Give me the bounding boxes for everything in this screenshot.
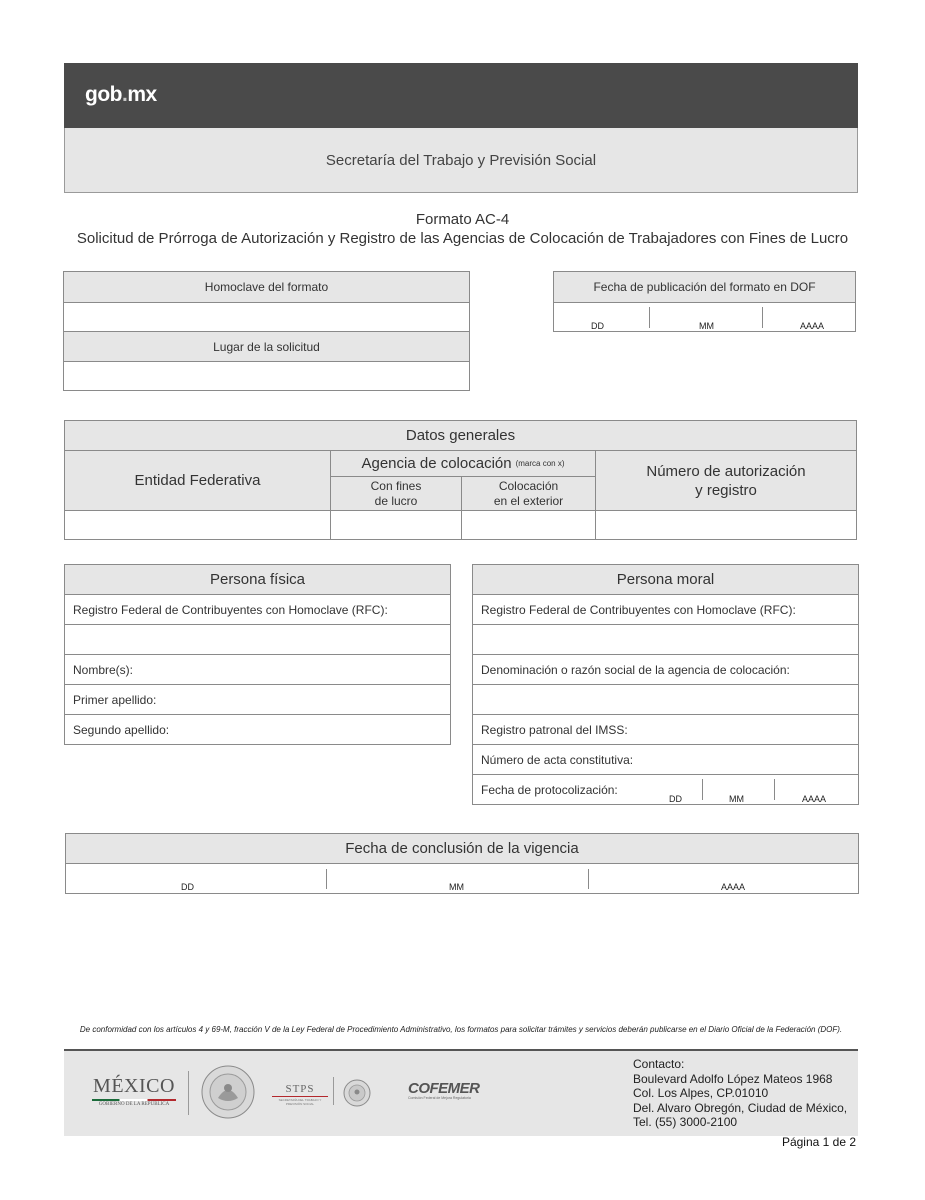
fecha-pub-aaaa[interactable]: AAAA bbox=[800, 321, 825, 331]
contact-phone: Tel. (55) 3000-2100 bbox=[633, 1115, 738, 1129]
pm-fecha-mm[interactable]: MM bbox=[729, 794, 744, 804]
legal-notice: De conformidad con los artículos 4 y 69-M, fracción V de la Ley Federal de Procedimiento Administrativo, los formatos para solicitar trámites y servicios deberán publicarse en el Diario Oficial de la Federación (DOF). bbox=[79, 1025, 843, 1034]
gob-mx-logo: gob.mx bbox=[85, 83, 157, 106]
numero-autorizacion-header: Número de autorización y registro bbox=[646, 462, 806, 499]
pm-fecha-aaaa[interactable]: AAAA bbox=[802, 794, 827, 804]
colocacion-exterior-checkbox[interactable] bbox=[462, 511, 595, 540]
lugar-label: Lugar de la solicitud bbox=[64, 332, 469, 361]
vigencia-dd[interactable]: DD bbox=[181, 882, 194, 892]
gob-header-bar bbox=[64, 63, 858, 129]
fecha-publicacion-label: Fecha de publicación del formato en DOF bbox=[554, 272, 855, 302]
persona-fisica-box bbox=[64, 564, 451, 745]
pm-imss-field[interactable]: Registro patronal del IMSS: bbox=[481, 722, 628, 737]
pm-fecha-dd[interactable]: DD bbox=[669, 794, 682, 804]
pf-primer-apellido-field[interactable]: Primer apellido: bbox=[73, 692, 157, 707]
department-bar bbox=[64, 128, 858, 193]
contact-info bbox=[633, 1057, 847, 1130]
pf-nombre-field[interactable]: Nombre(s): bbox=[73, 662, 134, 677]
pm-rfc-field[interactable] bbox=[473, 625, 858, 654]
contact-address-2: Col. Los Alpes, CP.01010 bbox=[633, 1086, 769, 1100]
form-title: Solicitud de Prórroga de Autorización y Registro de las Agencias de Colocación de Trabajadores con Fines de Lucro bbox=[76, 230, 849, 247]
persona-moral-title: Persona moral bbox=[473, 565, 858, 594]
footer-bar bbox=[64, 1051, 858, 1136]
cofemer-logo: COFEMER Comisión Federal de Mejora Regulatoria bbox=[408, 1080, 480, 1100]
colocacion-exterior-header: Colocación en el exterior bbox=[493, 478, 564, 508]
pm-denominacion-field[interactable] bbox=[473, 685, 858, 714]
page-number: Página 1 de 2 bbox=[781, 1135, 856, 1149]
vigencia-mm[interactable]: MM bbox=[449, 882, 464, 892]
numero-autorizacion-field[interactable] bbox=[596, 511, 856, 540]
pf-rfc-label: Registro Federal de Contribuyentes con Homoclave (RFC): bbox=[73, 602, 388, 617]
homoclave-field[interactable] bbox=[64, 303, 469, 331]
entidad-field[interactable] bbox=[65, 511, 330, 540]
stps-seal-icon bbox=[342, 1078, 372, 1108]
fecha-pub-mm[interactable]: MM bbox=[699, 321, 714, 331]
form-code: Formato AC-4 bbox=[415, 211, 510, 228]
agencia-header: Agencia de colocación (marca con x) bbox=[361, 455, 565, 472]
stps-logo: STPS SECRETARÍA DEL TRABAJO Y PREVISIÓN SOCIAL bbox=[272, 1083, 328, 1106]
contact-title: Contacto: bbox=[633, 1057, 685, 1071]
entidad-header: Entidad Federativa bbox=[134, 472, 261, 489]
pm-denominacion-label: Denominación o razón social de la agencia de colocación: bbox=[481, 662, 790, 677]
department-name: Secretaría del Trabajo y Previsión Social bbox=[325, 151, 597, 169]
contact-address-3: Del. Alvaro Obregón, Ciudad de México, bbox=[633, 1100, 848, 1115]
vigencia-box bbox=[65, 833, 859, 894]
fecha-publicacion-box bbox=[553, 271, 856, 332]
datos-generales-title: Datos generales bbox=[65, 421, 856, 450]
homoclave-label: Homoclave del formato bbox=[64, 272, 469, 302]
fecha-pub-dd[interactable]: DD bbox=[591, 321, 604, 331]
vigencia-aaaa[interactable]: AAAA bbox=[721, 882, 746, 892]
pm-acta-field[interactable]: Número de acta constitutiva: bbox=[481, 752, 634, 767]
coat-of-arms-seal-icon bbox=[200, 1064, 256, 1120]
vigencia-title: Fecha de conclusión de la vigencia bbox=[66, 834, 858, 863]
pf-segundo-apellido-field[interactable]: Segundo apellido: bbox=[73, 722, 170, 737]
pm-rfc-label: Registro Federal de Contribuyentes con Homoclave (RFC): bbox=[481, 602, 796, 617]
pf-rfc-field[interactable] bbox=[65, 625, 450, 654]
lugar-field[interactable] bbox=[64, 362, 469, 390]
datos-generales-box bbox=[64, 420, 857, 540]
homoclave-box bbox=[63, 271, 470, 391]
contact-address-1: Boulevard Adolfo López Mateos 1968 bbox=[633, 1071, 833, 1086]
persona-moral-box bbox=[472, 564, 859, 805]
persona-fisica-title: Persona física bbox=[65, 565, 450, 594]
mexico-logo: MÉXICO GOBIERNO DE LA REPÚBLICA bbox=[93, 1075, 175, 1107]
pm-fecha-protocolizacion-label: Fecha de protocolización: bbox=[481, 782, 618, 797]
con-fines-header: Con fines de lucro bbox=[370, 478, 422, 508]
con-fines-checkbox[interactable] bbox=[331, 511, 461, 540]
